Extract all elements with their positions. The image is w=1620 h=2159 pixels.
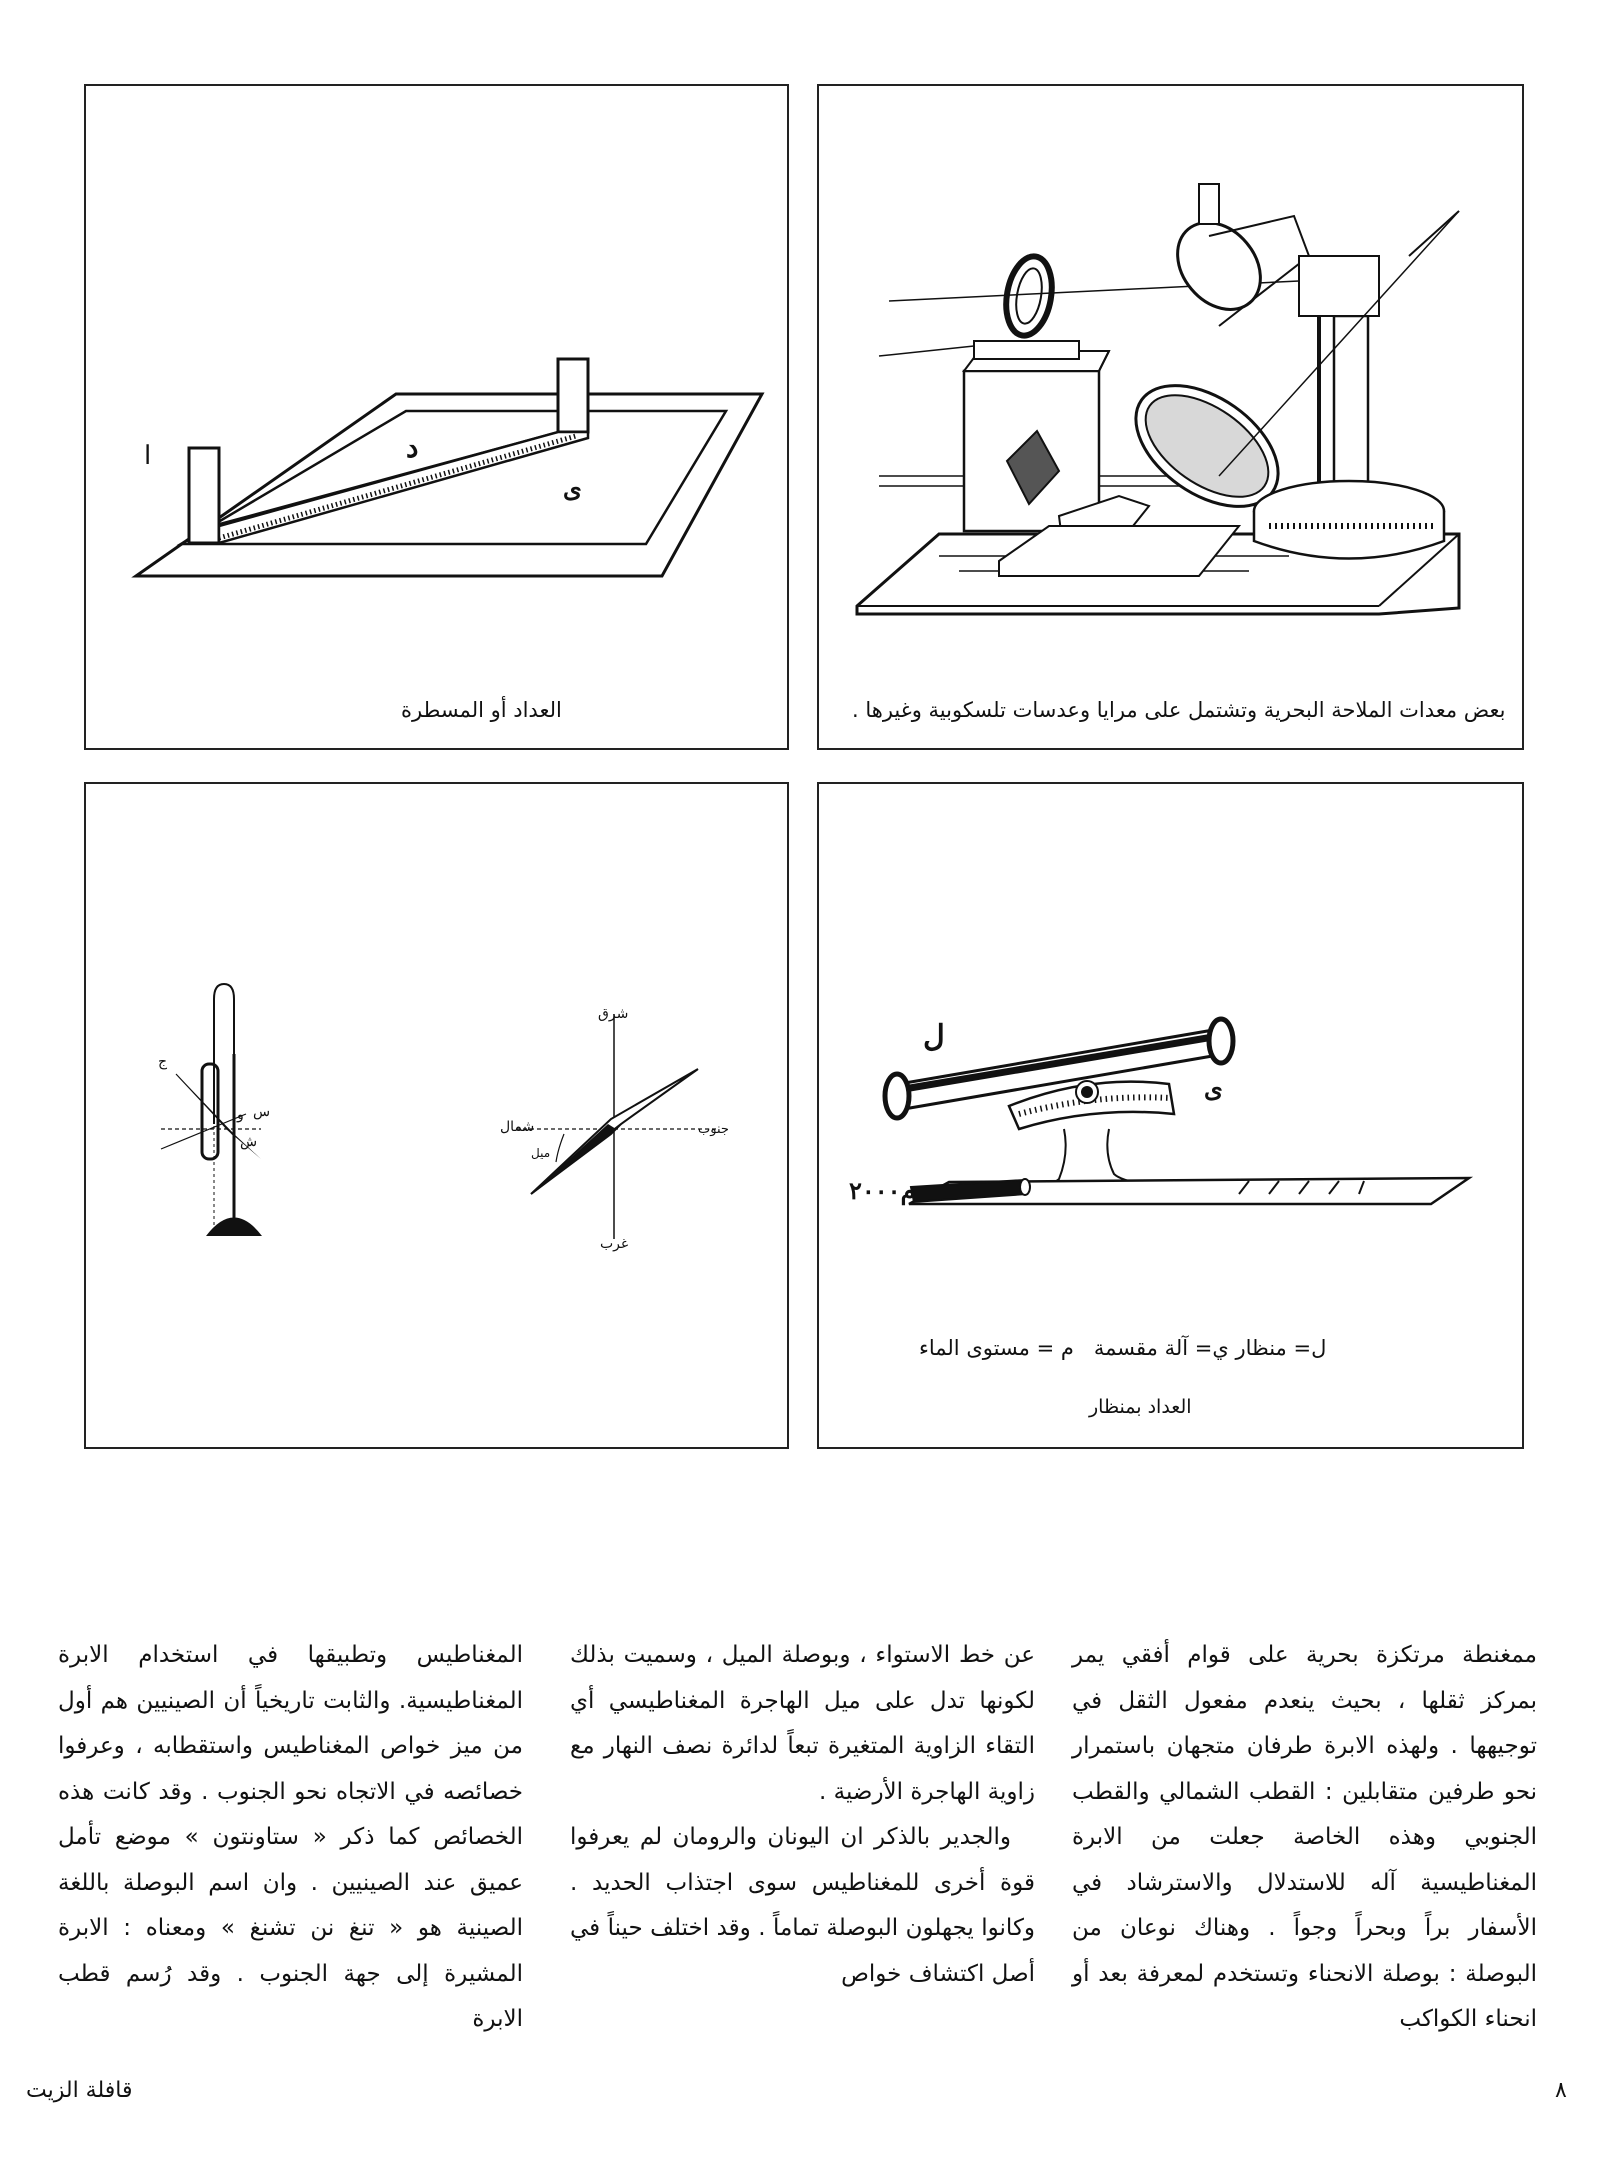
article-column-3-text: المغناطيس وتطبيقها في استخدام الابرة المغناطيسية. والثابت تاريخياً أن الصينيين هم أول من ميز خواص المغناطيس واستقطابه ، وعرفوا خصائصه في الاتجاه نحو الجنوب . وقد كانت هذه الخصائص كما ذكر « ستاونتون » موضع تأمل عميق عند الصينيين . وان اسم البوصلة باللغة الصينية هو « تنغ نن تشنغ » ومعناه : الابرة المشيرة إلى جهة الجنوب . وقد رُسم قطب الابرة [58,1642,523,2032]
compass-label-south: جنوب [698,1122,729,1137]
telescope-legend: ل= منظار ي= آلة مقسمة م = مستوى الماء [919,1336,1327,1360]
label-dal: د [406,431,419,464]
compass-label-east: شرق [598,1006,629,1022]
compass-label-west: غرب [600,1236,629,1252]
telescope-counter-caption: العداد بمنظار [1089,1396,1192,1418]
article-column-3 [58,1633,523,2043]
dip-label-sin: س [253,1104,271,1120]
telescope-counter-panel [817,782,1524,1449]
ruler-illustration [86,86,791,752]
compass-figure-panel [84,782,789,1449]
compass-label-dip: ميل [531,1146,551,1160]
ruler-caption: العداد أو المسطرة [401,698,562,722]
navigation-equipment-caption: بعض معدات الملاحة البحرية وتشتمل على مرايا وعدسات تلسكوبية وغيرها . [852,698,1506,722]
dip-label-jim: ج [158,1054,168,1070]
label-ya: ى [563,474,582,503]
ruler-figure-panel [84,84,789,750]
compass-label-north: شمال [500,1119,535,1135]
page-number: ٨ [1555,2078,1567,2103]
dip-label-waw: و [237,1107,244,1123]
telescope-label-mim: م٢٠٠٠ [849,1176,916,1205]
dip-label-shin: ش [240,1134,258,1150]
article-column-1-text: ممغنطة مرتكزة بحرية على قوام أفقي يمر بمركز ثقلها ، بحيث ينعدم مفعول الثقل في توجيهها . ولهذه الابرة طرفان متجهان باستمرار نحو طرفين متقابلين : القطب الشمالي والقطب الجنوبي وهذه الخاصة جعلت من الابرة المغناطيسية آله للاستدلال والاسترشاد في الأسفار براً وبحراً وجواً . وهناك نوعان من البوصلة : بوصلة الانحناء وتستخدم لمعرفة بعد أو انحناء الكواكب [1072,1642,1537,2032]
navigation-equipment-illustration [819,86,1526,752]
article-column-2-paragraph-1: عن خط الاستواء ، وبوصلة الميل ، وسميت بذلك لكونها تدل على ميل الهاجرة المغناطيسي أي التقاء الزاوية المتغيرة تبعاً لدائرة نصف النهار مع زاوية الهاجرة الأرضية . [570,1642,1035,1805]
compass-illustration [86,784,791,1451]
article-column-2 [570,1633,1035,1997]
magazine-name: قافلة الزيت [26,2078,133,2103]
telescope-label-lam: ل [923,1019,945,1054]
article-column-1 [1072,1633,1537,2043]
telescope-label-ya: ى [1204,1074,1223,1103]
navigation-equipment-panel [817,84,1524,750]
article-column-2-paragraph-2: والجدير بالذكر ان اليونان والرومان لم يعرفوا قوة أخرى للمغناطيس سوى اجتذاب الحديد . وكانوا يجهلون البوصلة تماماً . وقد اختلف حيناً في أصل اكتشاف خواص [570,1824,1035,1987]
label-alef: ا [144,441,152,471]
